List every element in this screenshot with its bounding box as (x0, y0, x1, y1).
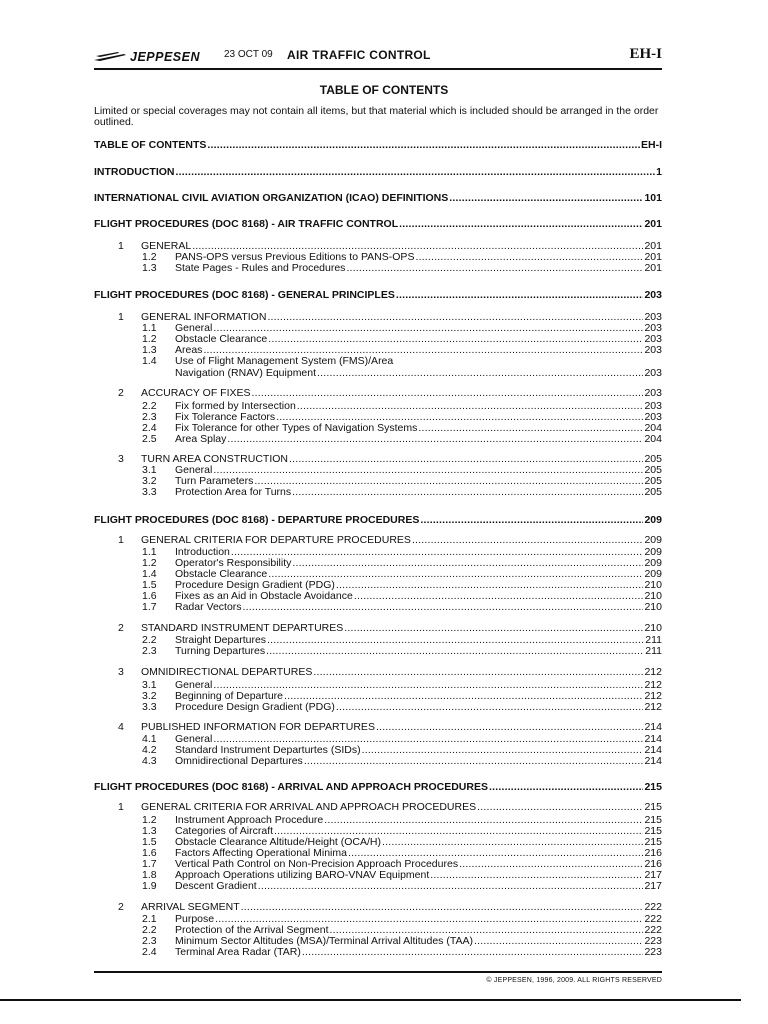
dot-leader (477, 801, 643, 813)
toc-entry-number: 1 (118, 311, 124, 323)
toc-entry-label: GENERAL CRITERIA FOR DEPARTURE PROCEDURES (141, 534, 411, 546)
toc-entry-number: 2.2 (142, 400, 157, 412)
toc-entry-label: Areas (175, 344, 203, 356)
toc-entry-number: 2.4 (142, 946, 157, 958)
toc-entry-label: Standard Instrument Departurtes (SIDs) (175, 744, 361, 756)
toc-entry-page: 215 (644, 801, 662, 813)
toc-entry-label: State Pages - Rules and Procedures (175, 262, 346, 274)
toc-entry-page: 214 (644, 721, 662, 733)
toc-entry-page: EH-I (641, 139, 662, 151)
dot-leader (227, 433, 643, 445)
toc-entry-number: 2 (118, 387, 124, 399)
toc-entry-label: General (175, 733, 213, 745)
toc-entry-number: 1.8 (142, 869, 157, 881)
toc-entry-page: 209 (644, 568, 662, 580)
toc-title: TABLE OF CONTENTS (319, 83, 449, 97)
toc-entry-page: 203 (644, 322, 662, 334)
toc-entry-number: 1.3 (142, 825, 157, 837)
dot-leader (176, 166, 656, 178)
toc-entry-row[interactable] (175, 601, 662, 613)
toc-entry-label: Fixes as an Aid in Obstacle Avoidance (175, 590, 353, 602)
toc-entry-label: FLIGHT PROCEDURES (DOC 8168) - AIR TRAFFIC CONTROL (94, 218, 399, 230)
toc-entry-label: Beginning of Departure (175, 690, 283, 702)
toc-entry-label: Purpose (175, 913, 215, 925)
toc-entry-label: GENERAL (141, 240, 192, 252)
toc-entry-number: 2.3 (142, 935, 157, 947)
toc-section-row[interactable] (94, 192, 662, 204)
toc-entry-page: 215 (644, 825, 662, 837)
toc-entry-number: 1.2 (142, 333, 157, 345)
dot-leader (420, 514, 643, 526)
dot-leader (346, 262, 643, 274)
toc-entry-row[interactable] (141, 387, 662, 399)
toc-entry-page: 204 (644, 422, 662, 434)
toc-entry-label: STANDARD INSTRUMENT DEPARTURES (141, 622, 344, 634)
toc-entry-page: 210 (644, 622, 662, 634)
toc-entry-number: 4.2 (142, 744, 157, 756)
toc-entry-row[interactable] (175, 486, 662, 498)
toc-entry-label: Fix Tolerance for other Types of Navigation Systems (175, 422, 418, 434)
toc-entry-label: Fix Tolerance Factors (175, 411, 276, 423)
dot-leader (243, 601, 644, 613)
toc-entry-page: 217 (644, 869, 662, 881)
toc-entry-page: 211 (645, 645, 662, 657)
toc-entry-row[interactable] (175, 946, 662, 958)
toc-entry-label: Radar Vectors (175, 601, 242, 613)
toc-entry-row[interactable] (175, 645, 662, 657)
toc-entry-page: 223 (644, 946, 662, 958)
dot-leader (399, 218, 643, 230)
footer-rule (94, 971, 662, 973)
page-header (94, 46, 662, 68)
toc-entry-page: 203 (644, 387, 662, 399)
toc-entry-label: Straight Departures (175, 634, 267, 646)
toc-entry-page: 209 (644, 514, 662, 526)
toc-entry-page: 216 (644, 847, 662, 859)
toc-entry-number: 3.1 (142, 679, 157, 691)
toc-entry-number: 1.4 (142, 355, 157, 367)
toc-entry-label: INTERNATIONAL CIVIL AVIATION ORGANIZATION (ICAO) DEFINITIONS (94, 192, 449, 204)
toc-entry-label: INTRODUCTION (94, 166, 175, 178)
toc-entry-number: 1.2 (142, 557, 157, 569)
toc-entry-page: 209 (644, 546, 662, 558)
toc-entry-row[interactable] (141, 666, 662, 678)
toc-entry-label: Fix formed by Intersection (175, 400, 296, 412)
dot-leader (449, 192, 643, 204)
dot-leader (302, 946, 644, 958)
toc-entry-page: 212 (644, 690, 662, 702)
toc-entry-page: 222 (644, 913, 662, 925)
toc-entry-page: 205 (644, 475, 662, 487)
toc-entry-number: 4 (118, 721, 124, 733)
toc-entry-label: Terminal Area Radar (TAR) (175, 946, 301, 958)
toc-entry-label: Use of Flight Management System (FMS)/Area (175, 355, 394, 367)
brand-name: JEPPESEN (130, 50, 201, 64)
toc-entry-row[interactable] (175, 262, 662, 274)
toc-entry-page: 205 (644, 464, 662, 476)
toc-entry-page: 203 (644, 400, 662, 412)
toc-entry-page: 201 (644, 240, 662, 252)
toc-entry-label: Omnidirectional Departures (175, 755, 303, 767)
toc-entry-label: Vertical Path Control on Non-Precision Approach Procedures (175, 858, 459, 870)
toc-entry-row[interactable] (175, 367, 662, 379)
toc-entry-number: 1.6 (142, 590, 157, 602)
toc-entry-page: 223 (644, 935, 662, 947)
toc-entry-label: Protection of the Arrival Segment (175, 924, 329, 936)
toc-entry-label: PANS-OPS versus Previous Editions to PANS-OPS (175, 251, 415, 263)
toc-entry-row[interactable] (175, 433, 662, 445)
toc-entry-page: 210 (644, 579, 662, 591)
toc-entry-number: 3.1 (142, 464, 157, 476)
toc-entry-label: FLIGHT PROCEDURES (DOC 8168) - DEPARTURE PROCEDURES (94, 514, 420, 526)
header-title: AIR TRAFFIC CONTROL (287, 48, 431, 62)
toc-entry-label: Navigation (RNAV) Equipment (175, 367, 317, 379)
dot-leader (258, 880, 644, 892)
toc-entry-page: 216 (644, 858, 662, 870)
intro-text: Limited or special coverages may not contain all items, but that material which is included should be arranged in the order outlined. (94, 105, 659, 128)
toc-entry-label: OMNIDIRECTIONAL DEPARTURES (141, 666, 313, 678)
jeppesen-logo (94, 50, 200, 64)
toc-entry-page: 203 (644, 411, 662, 423)
toc-entry-label: Minimum Sector Altitudes (MSA)/Terminal Arrival Altitudes (TAA) (175, 935, 473, 947)
toc-entry-number: 4.3 (142, 755, 157, 767)
toc-entry-label: TABLE OF CONTENTS (94, 139, 207, 151)
toc-entry-number: 1.3 (142, 262, 157, 274)
toc-entry-number: 2.3 (142, 411, 157, 423)
dot-leader (396, 289, 644, 301)
dot-leader (344, 622, 643, 634)
toc-entry-page: 210 (644, 590, 662, 602)
toc-entry-number: 3 (118, 453, 124, 465)
toc-entry-page: 217 (644, 880, 662, 892)
toc-entry-page: 214 (644, 755, 662, 767)
toc-entry-label: Obstacle Clearance Altitude/Height (OCA/H) (175, 836, 382, 848)
toc-entry-number: 1.3 (142, 344, 157, 356)
toc-entry-page: 205 (644, 486, 662, 498)
toc-entry-number: 3.2 (142, 690, 157, 702)
toc-entry-page: 201 (644, 262, 662, 274)
toc-section-row[interactable] (94, 139, 662, 151)
toc-entry-page: 203 (644, 344, 662, 356)
toc-section-row[interactable] (94, 166, 662, 178)
toc-entry-number: 3.2 (142, 475, 157, 487)
toc-section-row[interactable] (94, 781, 662, 793)
toc-entry-page: 205 (644, 453, 662, 465)
toc-entry-label: PUBLISHED INFORMATION FOR DEPARTURES (141, 721, 375, 733)
toc-entry-number: 1.5 (142, 836, 157, 848)
toc-entry-label: Operator's Responsibility (175, 557, 292, 569)
toc-entry-label: FLIGHT PROCEDURES (DOC 8168) - GENERAL PRINCIPLES (94, 289, 395, 301)
dot-leader (292, 486, 643, 498)
header-page-number: EH-I (629, 46, 662, 62)
toc-entry-row[interactable] (175, 755, 662, 767)
toc-entry-label: Factors Affecting Operational Minima (175, 847, 347, 859)
toc-entry-label: Obstacle Clearance (175, 333, 268, 345)
toc-entry-page: 204 (644, 433, 662, 445)
toc-entry-row[interactable] (141, 721, 662, 733)
toc-entry-number: 2.2 (142, 924, 157, 936)
toc-entry-number: 1 (118, 801, 124, 813)
toc-entry-number: 1.5 (142, 579, 157, 591)
toc-entry-label: TURN AREA CONSTRUCTION (141, 453, 289, 465)
toc-section-row[interactable] (94, 514, 662, 526)
dot-leader (252, 387, 644, 399)
toc-entry-label: ARRIVAL SEGMENT (141, 901, 240, 913)
toc-entry-number: 3.3 (142, 701, 157, 713)
toc-entry-number: 1 (118, 240, 124, 252)
dot-leader (304, 755, 644, 767)
toc-entry-label: Turn Parameters (175, 475, 254, 487)
toc-entry-label: General (175, 679, 213, 691)
dot-leader (266, 645, 644, 657)
toc-entry-number: 1 (118, 534, 124, 546)
toc-entry-label: Procedure Design Gradient (PDG) (175, 701, 335, 713)
toc-entry-number: 2.4 (142, 422, 157, 434)
toc-entry-number: 3 (118, 666, 124, 678)
toc-entry-label: GENERAL INFORMATION (141, 311, 267, 323)
jeppesen-wing-icon (94, 51, 126, 63)
toc-entry-number: 1.2 (142, 814, 157, 826)
toc-entry-page: 1 (656, 166, 662, 178)
toc-entry-number: 2.2 (142, 634, 157, 646)
toc-entry-label: Introduction (175, 546, 230, 558)
toc-entry-page: 201 (644, 251, 662, 263)
toc-entry-page: 215 (644, 814, 662, 826)
toc-entry-label: GENERAL CRITERIA FOR ARRIVAL AND APPROACH PROCEDURES (141, 801, 477, 813)
dot-leader (317, 367, 643, 379)
toc-entry-number: 1.2 (142, 251, 157, 263)
toc-entry-page: 212 (644, 666, 662, 678)
toc-entry-page: 222 (644, 924, 662, 936)
toc-entry-row[interactable] (141, 534, 662, 546)
toc-entry-page: 222 (644, 901, 662, 913)
toc-entry-page: 101 (644, 192, 662, 204)
header-date: 23 OCT 09 (224, 49, 273, 60)
toc-entry-page: 201 (644, 218, 662, 230)
toc-entry-page: 203 (644, 367, 662, 379)
toc-entry-label: FLIGHT PROCEDURES (DOC 8168) - ARRIVAL AND APPROACH PROCEDURES (94, 781, 488, 793)
toc-entry-label: Turning Departures (175, 645, 266, 657)
toc-entry-page: 210 (644, 601, 662, 613)
toc-entry-row[interactable] (175, 880, 662, 892)
toc-entry-page: 203 (644, 333, 662, 345)
toc-entry-page: 209 (644, 557, 662, 569)
toc-entry-number: 2.5 (142, 433, 157, 445)
toc-entry-number: 1.4 (142, 568, 157, 580)
dot-leader (489, 781, 643, 793)
toc-entry-page: 212 (644, 701, 662, 713)
toc-entry-label: Descent Gradient (175, 880, 257, 892)
toc-entry-page: 214 (644, 733, 662, 745)
toc-entry-number: 1.7 (142, 858, 157, 870)
toc-entry-number: 2 (118, 622, 124, 634)
dot-leader (336, 701, 644, 713)
toc-entry-page: 215 (644, 781, 662, 793)
header-rule (94, 68, 662, 70)
toc-entry-label: General (175, 464, 213, 476)
toc-entry-number: 1.7 (142, 601, 157, 613)
toc-entry-label: Obstacle Clearance (175, 568, 268, 580)
toc-entry-page: 203 (644, 311, 662, 323)
toc-entry-number: 1.6 (142, 847, 157, 859)
toc-entry-number: 2.1 (142, 913, 157, 925)
toc-entry-page: 203 (644, 289, 662, 301)
toc-entry-label: General (175, 322, 213, 334)
dot-leader (376, 721, 644, 733)
page-bottom-rule (0, 999, 741, 1001)
toc-entry-label: ACCURACY OF FIXES (141, 387, 251, 399)
toc-entry-number: 1.1 (142, 322, 157, 334)
toc-section-row[interactable] (94, 289, 662, 301)
toc-entry-number: 2.3 (142, 645, 157, 657)
toc-entry-page: 209 (644, 534, 662, 546)
toc-entry-page: 214 (644, 744, 662, 756)
toc-entry-number: 3.3 (142, 486, 157, 498)
toc-entry-label: Procedure Design Gradient (PDG) (175, 579, 335, 591)
toc-entry-row[interactable] (141, 901, 662, 913)
toc-entry-label: Instrument Approach Procedure (175, 814, 324, 826)
footer-copyright: © JEPPESEN, 1996, 2009. ALL RIGHTS RESERVED (486, 977, 662, 984)
toc-entry-number: 1.9 (142, 880, 157, 892)
dot-leader (207, 139, 640, 151)
dot-leader (313, 666, 643, 678)
toc-entry-row[interactable] (175, 701, 662, 713)
toc-entry-page: 215 (644, 836, 662, 848)
toc-entry-row[interactable] (141, 801, 662, 813)
toc-entry-label: Protection Area for Turns (175, 486, 292, 498)
toc-entry-number: 1.1 (142, 546, 157, 558)
toc-entry-number: 2 (118, 901, 124, 913)
toc-entry-label: Categories of Aircraft (175, 825, 274, 837)
dot-leader (412, 534, 644, 546)
toc-entry-row[interactable] (141, 622, 662, 634)
toc-section-row[interactable] (94, 218, 662, 230)
toc-entry-number: 4.1 (142, 733, 157, 745)
toc-entry-label: Approach Operations utilizing BARO-VNAV Equipment (175, 869, 430, 881)
dot-leader (241, 901, 644, 913)
toc-entry-page: 212 (644, 679, 662, 691)
toc-entry-label: Area Splay (175, 433, 227, 445)
toc-entry-page: 211 (645, 634, 662, 646)
